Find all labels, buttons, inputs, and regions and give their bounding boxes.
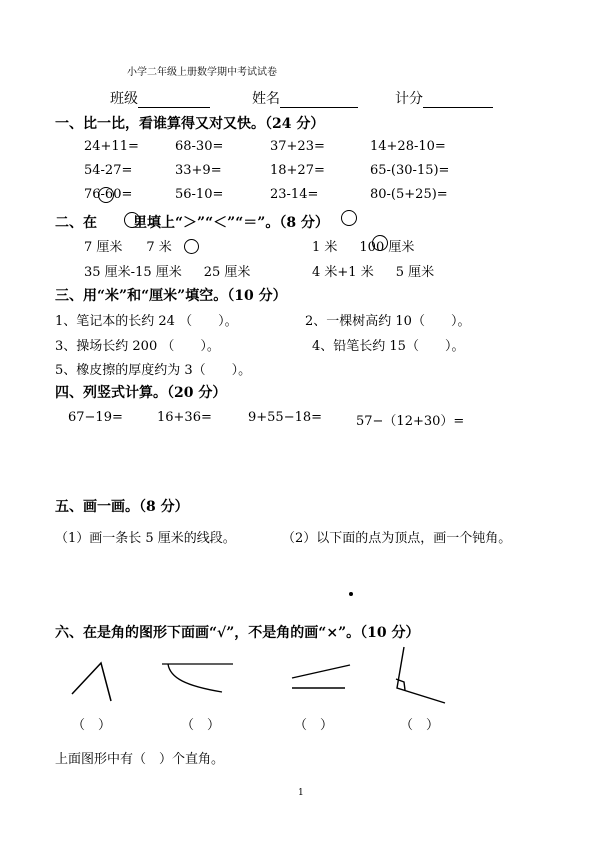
s1-r1-c1: 24+11=	[84, 139, 139, 154]
s3-item-1: 1、笔记本的长约 24 （ ）。	[55, 314, 238, 329]
heading-circle-icon	[124, 212, 140, 228]
figure-4-bracket[interactable]: （ ）	[400, 718, 440, 733]
s2-item-4-left: 4 米+1 米	[312, 265, 374, 280]
heading-circle-icon-2	[341, 210, 357, 226]
section-2-heading-b: 里填上“＞”“＜”“＝”。（8 分）	[133, 215, 329, 231]
answer-circle[interactable]	[184, 239, 199, 254]
page-title: 小学二年级上册数学期中考试试卷	[127, 67, 277, 78]
s6-footer: 上面图形中有（ ）个直角。	[55, 752, 225, 767]
s1-r3-c3: 23-14=	[270, 187, 319, 202]
s4-item-4: 57−（12+30）=	[356, 414, 465, 429]
s3-item-4: 4、铅笔长约 15（ ）。	[312, 339, 465, 354]
page-number: 1	[298, 788, 304, 798]
s2-item-2	[312, 236, 414, 255]
class-blank[interactable]	[138, 93, 210, 108]
s1-r1-c3: 37+23=	[270, 139, 325, 154]
s5-item-2: （2）以下面的点为顶点，画一个钝角。	[282, 531, 512, 546]
score-label: 计分	[395, 91, 423, 107]
figure-1-bracket[interactable]: （ ）	[72, 718, 112, 733]
class-field	[110, 88, 210, 108]
vertex-dot	[349, 592, 353, 596]
figure-3-bracket[interactable]: （ ）	[294, 718, 334, 733]
section-3-heading: 三、用“米”和“厘米”填空。（10 分）	[55, 288, 287, 304]
s1-r2-c3: 18+27=	[270, 163, 325, 178]
s2-item-3	[84, 261, 250, 280]
s2-item-4-right: 5 厘米	[395, 265, 435, 280]
figure-2-bracket[interactable]: （ ）	[181, 718, 221, 733]
s2-item-3-right: 25 厘米	[203, 265, 251, 280]
section-5-heading: 五、画一画。（8 分）	[55, 499, 189, 515]
s2-item-3-left: 35 厘米-15 厘米	[84, 265, 182, 280]
score-blank[interactable]	[423, 93, 493, 108]
section-2-heading-a: 二、在	[55, 215, 97, 231]
s3-item-5: 5、橡皮擦的厚度约为 3（ ）。	[55, 363, 252, 378]
name-field	[252, 88, 358, 108]
s5-item-1: （1）画一条长 5 厘米的线段。	[55, 531, 236, 546]
s3-item-2: 2、一棵树高约 10（ ）。	[305, 314, 471, 329]
figure-1-angle	[72, 663, 111, 701]
section-6-heading: 六、在是角的图形下面画“√”，不是角的画“×”。（10 分）	[55, 625, 420, 641]
name-blank[interactable]	[280, 93, 358, 108]
s1-r2-c2: 33+9=	[175, 163, 222, 178]
s1-r3-c1: 76-60=	[84, 187, 133, 202]
section-2-heading	[55, 212, 329, 232]
s4-item-2: 16+36=	[157, 410, 212, 425]
answer-circle[interactable]	[372, 235, 388, 251]
s1-r1-c4: 14+28-10=	[370, 139, 446, 154]
name-label: 姓名	[252, 91, 280, 107]
section-1-heading: 一、比一比，看谁算得又对又快。（24 分）	[55, 116, 325, 132]
s4-item-1: 67−19=	[68, 410, 123, 425]
figure-2-curve	[162, 664, 233, 692]
figure-4-right-angle	[396, 647, 445, 703]
circle-mark	[98, 187, 114, 203]
s2-item-1-right: 7 米	[146, 240, 172, 255]
s2-item-2-right: 100 厘米	[359, 240, 415, 255]
figure-3-angle	[292, 665, 350, 688]
s2-item-2-left: 1 米	[312, 240, 338, 255]
s1-r2-c4: 65-(30-15)=	[370, 163, 450, 178]
s1-r3-c2: 56-10=	[175, 187, 224, 202]
s2-item-1	[84, 236, 199, 255]
s1-r2-c1: 54-27=	[84, 163, 133, 178]
s3-item-3: 3、操场长约 200 （ ）。	[55, 339, 220, 354]
s1-r1-c2: 68-30=	[175, 139, 224, 154]
class-label: 班级	[110, 91, 138, 107]
s4-item-3: 9+55−18=	[248, 410, 323, 425]
section-4-heading: 四、列竖式计算。（20 分）	[55, 385, 227, 401]
s2-item-1-left: 7 厘米	[84, 240, 123, 255]
score-field	[395, 88, 493, 108]
s2-item-4	[312, 261, 434, 280]
s1-r3-c4: 80-(5+25)=	[370, 187, 448, 202]
